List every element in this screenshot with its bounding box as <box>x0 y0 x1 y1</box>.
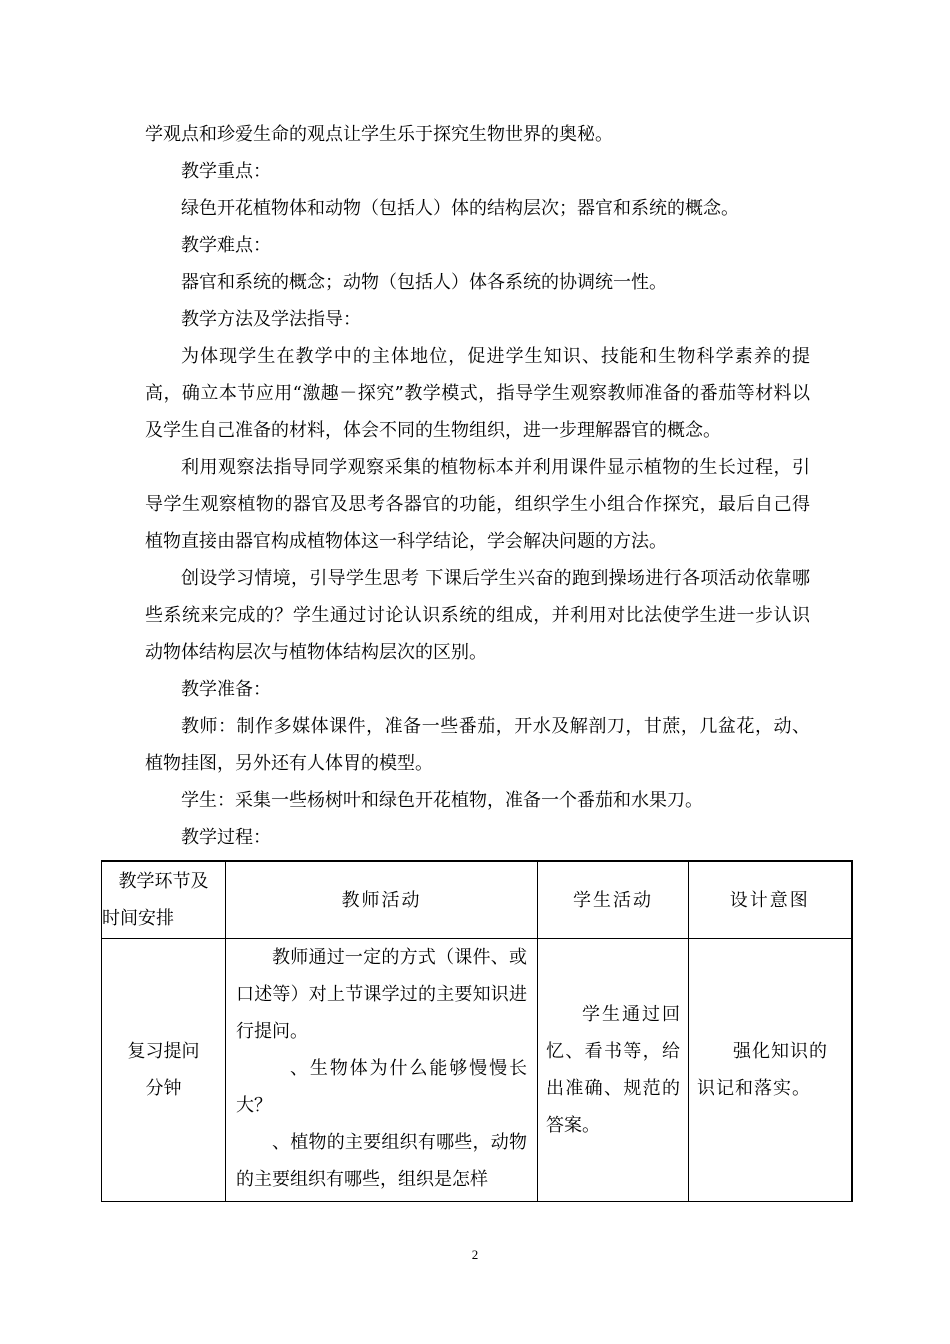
methods-paragraph-1: 为体现学生在教学中的主体地位，促进学生知识、技能和生物科学素养的提高，确立本节应用“激趣－探究”教学模式，指导学生观察教师准备的番茄等材料以及学生自己准备的材料，体会不同的生物组织，进一步理解器官的概念。 <box>145 346 810 441</box>
page-number: 2 <box>471 1247 479 1262</box>
methods-paragraph-2: 利用观察法指导同学观察采集的植物标本并利用课件显示植物的生长过程，引导学生观察植物的器官及思考各器官的功能，组织学生小组合作探究，最后自己得植物直接由器官构成植物体这一科学结论，学会解决问题的方法。 <box>145 457 810 552</box>
stage-name: 复习提问 <box>127 1041 200 1062</box>
teaching-process-table <box>101 860 853 1202</box>
difficulties-heading: 教学难点： <box>181 235 271 256</box>
preparation-heading: 教学准备： <box>181 679 271 700</box>
teacher-activity-cell <box>226 939 538 1202</box>
preparation-student: 学生：采集一些杨树叶和绿色开花植物，准备一个番茄和水果刀。 <box>181 790 703 811</box>
difficulties-text: 器官和系统的概念；动物（包括人）体各系统的协调统一性。 <box>181 272 667 293</box>
stage-duration: 分钟 <box>145 1078 182 1099</box>
student-activity-cell <box>538 939 689 1202</box>
methods-paragraph-3: 创设学习情境，引导学生思考 下课后学生兴奋的跑到操场进行各项活动依靠哪些系统来完成的？学生通过讨论认识系统的组成，并利用对比法使学生进一步认识动物体结构层次与植物体结构层次的区别。 <box>145 568 810 663</box>
table-row <box>102 939 852 1202</box>
header-stage-time <box>102 861 226 939</box>
header-stage-line2: 时间安排 <box>102 908 174 929</box>
design-intent-cell <box>689 939 852 1202</box>
key-points-text: 绿色开花植物体和动物（包括人）体的结构层次；器官和系统的概念。 <box>181 198 739 219</box>
student-activity-text: 学生通过回忆、看书等，给出准确、规范的答案。 <box>546 1004 680 1136</box>
process-heading: 教学过程： <box>181 827 271 848</box>
teacher-question-2: 、植物的主要组织有哪些，动物的主要组织有哪些，组织是怎样 <box>236 1132 527 1190</box>
header-student-activity: 学生活动 <box>538 861 689 939</box>
header-stage-line1: 教学环节及 <box>118 871 209 892</box>
preparation-teacher: 教师：制作多媒体课件，准备一些番茄，开水及解剖刀，甘蔗，几盆花，动、植物挂图，另外还有人体胃的模型。 <box>145 716 810 774</box>
table-header-row <box>102 861 852 939</box>
teacher-question-1: 、生物体为什么能够慢慢长大？ <box>236 1058 527 1116</box>
methods-heading: 教学方法及学法指导： <box>181 309 361 330</box>
header-design-intent: 设计意图 <box>689 861 852 939</box>
teacher-activity-intro: 教师通过一定的方式（课件、或口述等）对上节课学过的主要知识进行提问。 <box>236 947 527 1042</box>
header-teacher-activity: 教师活动 <box>226 861 538 939</box>
design-intent-text: 强化知识的识记和落实。 <box>697 1041 828 1099</box>
paragraph-intro-continuation: 学观点和珍爱生命的观点让学生乐于探究生物世界的奥秘。 <box>145 124 613 145</box>
key-points-heading: 教学重点： <box>181 161 271 182</box>
stage-cell <box>102 939 226 1202</box>
